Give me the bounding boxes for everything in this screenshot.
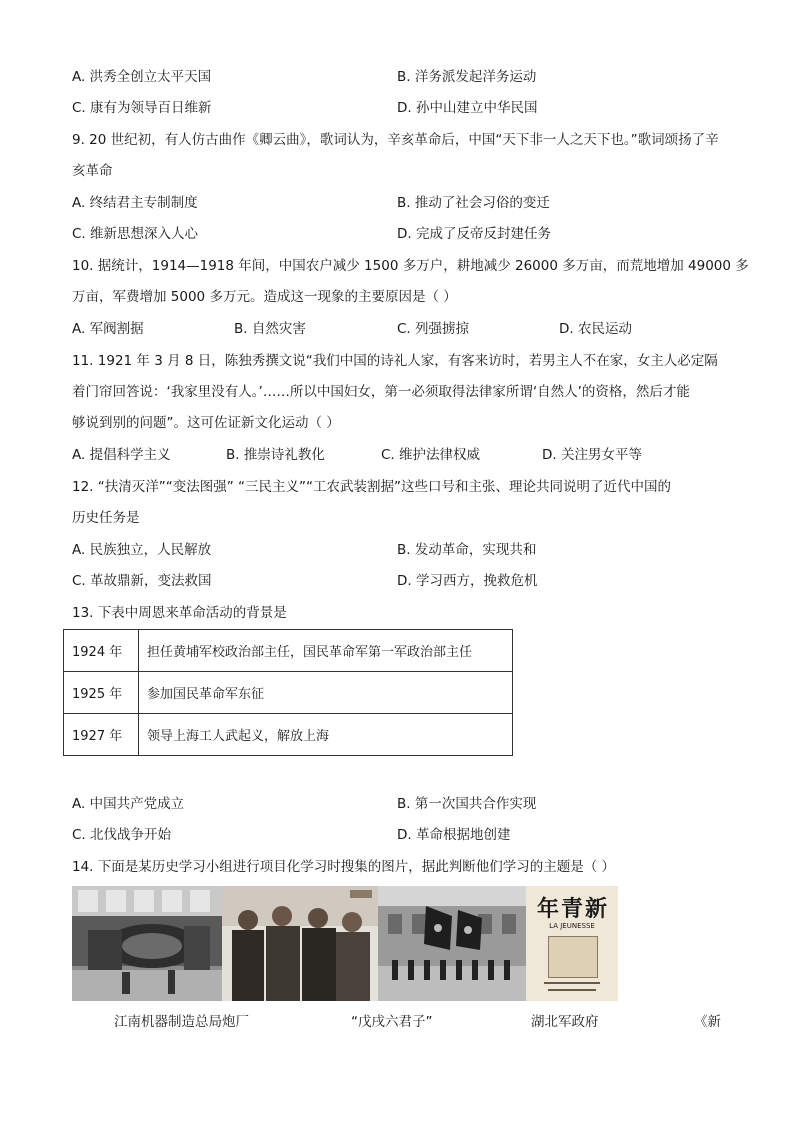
caption-arsenal: 江南机器制造总局炮厂 [114, 1014, 249, 1030]
q13-table [63, 629, 513, 756]
q13-stem: 13. 下表中周恩来革命活动的背景是 [72, 605, 287, 621]
q12-option-a: A. 民族独立，人民解放 [72, 542, 212, 558]
magazine-subtitle: LA JEUNESSE [549, 922, 595, 930]
q12-option-b: B. 发动革命，实现共和 [397, 542, 537, 558]
q12-stem-line1: 12. “扶清灭洋”“变法图强” “三民主义”“工农武装割据”这些口号和主张、理论共同说明了近代中国的 [72, 479, 672, 495]
q14-stem: 14. 下面是某历史学习小组进行项目化学习时搜集的图片，据此判断他们学习的主题是（ ） [72, 859, 616, 875]
six-gentlemen-painting [222, 886, 378, 1001]
q9-stem-line2: 亥革命 [72, 163, 113, 179]
magazine-title: 年青新 [536, 896, 609, 922]
q10-stem-line1: 10. 据统计，1914—1918 年间，中国农户减少 1500 多万户，耕地减少 26000 多万亩，而荒地增加 49000 多 [72, 258, 749, 274]
q12-stem-line2: 历史任务是 [72, 510, 140, 526]
q11-option-c: C. 维护法律权威 [381, 447, 481, 463]
q9-stem-line1: 9. 20 世纪初，有人仿古曲作《卿云曲》，歌词认为，辛亥革命后，中国“天下非一人之天下也。”歌词颂扬了辛 [72, 132, 719, 148]
table-cell-year: 1925 年 [64, 672, 139, 714]
q12-option-c: C. 革故鼎新，变法救国 [72, 573, 212, 589]
table-cell-year: 1927 年 [64, 714, 139, 756]
magazine-illustration [548, 936, 598, 978]
q13-option-a: A. 中国共产党成立 [72, 796, 185, 812]
table-cell-event: 担任黄埔军校政治部主任，国民革命军第一军政治部主任 [139, 630, 513, 672]
table-row [64, 714, 513, 756]
q9-option-d: D. 完成了反帝反封建任务 [397, 226, 551, 242]
q11-option-d: D. 关注男女平等 [542, 447, 642, 463]
q11-option-a: A. 提倡科学主义 [72, 447, 171, 463]
caption-six-gentlemen: “戊戌六君子” [351, 1014, 433, 1030]
q10-option-b: B. 自然灾害 [234, 321, 306, 337]
q13-option-c: C. 北伐战争开始 [72, 827, 172, 843]
table-cell-event: 参加国民革命军东征 [139, 672, 513, 714]
table-row [64, 672, 513, 714]
q8-option-a: A. 洪秀全创立太平天国 [72, 69, 212, 85]
hubei-military-government-photo [378, 886, 526, 1001]
arsenal-factory-photo [72, 886, 222, 1001]
q13-option-d: D. 革命根据地创建 [397, 827, 511, 843]
q12-option-d: D. 学习西方，挽救危机 [397, 573, 538, 589]
table-cell-year: 1924 年 [64, 630, 139, 672]
q9-option-a: A. 终结君主专制制度 [72, 195, 198, 211]
q11-option-b: B. 推崇诗礼教化 [226, 447, 325, 463]
q10-option-d: D. 农民运动 [559, 321, 632, 337]
q10-option-c: C. 列强掳掠 [397, 321, 470, 337]
q10-option-a: A. 军阀割据 [72, 321, 144, 337]
q11-stem-line3: 够说到别的问题”。这可佐证新文化运动（ ） [72, 415, 340, 431]
q9-option-b: B. 推动了社会习俗的变迁 [397, 195, 550, 211]
la-jeunesse-magazine-cover [526, 886, 618, 1001]
q13-option-b: B. 第一次国共合作实现 [397, 796, 537, 812]
magazine-divider [548, 989, 596, 991]
q9-option-c: C. 维新思想深入人心 [72, 226, 199, 242]
q11-stem-line2: 着门帘回答说：‘我家里没有人。’……所以中国妇女，第一必须取得法律家所谓‘自然人’的资格，然后才能 [72, 384, 690, 400]
q8-option-c: C. 康有为领导百日维新 [72, 100, 212, 116]
caption-hubei: 湖北军政府 [531, 1014, 599, 1030]
q11-stem-line1: 11. 1921 年 3 月 8 日，陈独秀撰文说“我们中国的诗礼人家，有客来访时，若男主人不在家，女主人必定隔 [72, 353, 718, 369]
magazine-divider [544, 982, 600, 984]
q8-option-d: D. 孙中山建立中华民国 [397, 100, 538, 116]
q10-stem-line2: 万亩，军费增加 5000 多万元。造成这一现象的主要原因是（ ） [72, 289, 457, 305]
q8-option-b: B. 洋务派发起洋务运动 [397, 69, 537, 85]
table-row [64, 630, 513, 672]
caption-new-youth: 《新 [694, 1014, 721, 1030]
table-cell-event: 领导上海工人武起义，解放上海 [139, 714, 513, 756]
